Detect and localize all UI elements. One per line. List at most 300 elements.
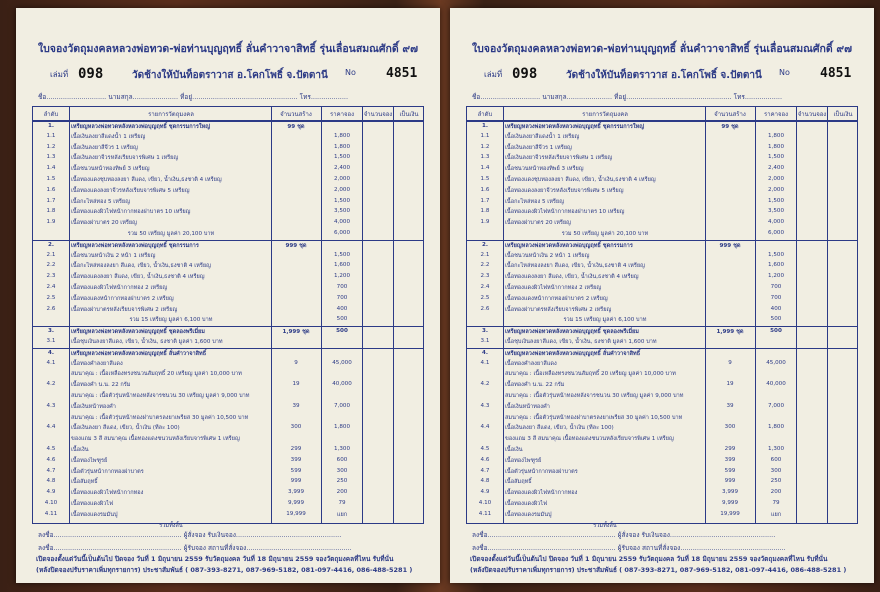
row-index: 4.4 (480, 424, 490, 431)
row-index: 2.1 (46, 251, 56, 258)
row-price: 300 (770, 467, 782, 474)
table-row (467, 240, 857, 252)
book-label: เล่มที่ (50, 70, 69, 79)
row-amount: 9 (728, 359, 732, 366)
row-item: เนื้อเงินลงยาสีจีวร 1 เหรียญ (71, 144, 138, 151)
row-index: 2.5 (480, 294, 490, 301)
row-total: รวมทั้งสิ้น (159, 522, 183, 529)
temple-name: วัดช้างให้บันท็อตราวาส อ.โคกโพธิ์ จ.ปัตตานี (566, 70, 762, 81)
table-row (467, 305, 857, 316)
serial-number: 4851 (820, 66, 852, 81)
table-row (33, 380, 423, 391)
row-item: เนื้อกะไหล่ทอง 5 เหรียญ (71, 198, 130, 205)
booking-form-left (16, 8, 440, 583)
order-table (32, 106, 424, 529)
table-row (467, 402, 857, 413)
table-row (33, 261, 423, 272)
table-row (467, 261, 857, 272)
row-item: เนื้อทองคำ น.น. 22 กรัม (71, 382, 131, 389)
table-row (33, 186, 423, 197)
row-index: 2. (481, 241, 489, 248)
customer-info-line: ชื่อ............................. นามสกุล...................... ที่อยู่................................................... โทร.................. (472, 93, 783, 101)
table-row (33, 445, 423, 456)
booking-note: เปิดจองตั้งแต่วันนี้เป็นต้นไป ปิดจอง วันที่ 1 มิถุนายน 2559 รับวัตถุมงคล วันที่ 18 มิถุนายน 2559 จองวัตถุมงคลที่ไหน รับที่นั่น (หลังปิดจองปรับราคาเพิ่มทุกรายการ) ประชาสัมพันธ์ ( 087-393-8271, 087-969-5182, 081-097-4416, 086-488-5281 ) (470, 555, 847, 574)
row-index: 4.7 (46, 467, 56, 474)
row-price: 2,000 (333, 186, 350, 193)
row-item: เนื้อทองแดงลงยาจีวรหลังเรียบจารพิเศษ 5 เหรียญ (505, 187, 624, 194)
row-item: เนื้อทองแดงลงยา สีแดง, เขียว, น้ำเงิน,ธงชาติ 4 เหรียญ (71, 274, 205, 281)
row-index: 4.11 (44, 510, 58, 517)
row-index: 1.9 (480, 219, 490, 226)
row-item: เนื้อเงินลงยาจีวรหลังเรียบจารพิเศษ 1 เหรียญ (71, 155, 179, 162)
row-item: เนื้อชนวนหน้าทองทิพย์ 3 เหรียญ (71, 166, 150, 173)
row-index: 2.3 (46, 273, 56, 280)
row-item: สมนาคุณ : เนื้อตัวรุ่นหน้าทองหลังจารชนวน 30 เหรียญ มูลค่า 9,000 บาท (71, 393, 250, 399)
row-price: 45,000 (332, 359, 352, 366)
row-index: 2.3 (480, 273, 490, 280)
row-total: รวม 15 เหรียญ มูลค่า 6,100 บาท (129, 317, 213, 324)
book-number: 098 (78, 66, 104, 82)
table-row (33, 423, 423, 434)
table-row (467, 488, 857, 499)
table-row (33, 413, 423, 424)
col-seq: ลำดับ (43, 111, 59, 118)
table-row (467, 337, 857, 348)
row-price: 500 (336, 316, 348, 323)
row-price: 40,000 (766, 381, 786, 388)
row-index: 1.4 (46, 165, 56, 172)
row-price: แยก (770, 511, 782, 518)
row-item: เนื้อทองแดงหน้ากากทองฝาบาตร 2 เหรียญ (71, 295, 174, 302)
col-qty: จำนวนจอง (363, 111, 393, 118)
table-row (467, 380, 857, 391)
row-item: เหรียญหลวงพ่อทวดหลังหลวงพ่อบุญฤทธิ์ ชุดกรรมการใหญ่ (71, 124, 211, 130)
row-amount: 1,999 ชุด (716, 329, 744, 336)
row-price: 1,500 (767, 197, 784, 204)
row-item: เนื้อเงินหน้าทองคำ (505, 403, 550, 410)
row-item: เนื้อทองฝาบาตร 20 เหรียญ (71, 220, 137, 227)
table-row (33, 510, 423, 521)
row-index: 1.2 (480, 143, 490, 150)
table-row (467, 423, 857, 434)
row-item: เนื้อเงินลงยา สีแดง, เขียว, น้ำเงิน (ทีละ 100) (505, 425, 614, 432)
col-money: เป็นเงิน (399, 111, 419, 118)
row-price: 1,800 (767, 143, 784, 150)
form-header-title: ใบจองวัตถุมงคลหลวงพ่อทวด-พ่อท่านบุญฤทธิ์ ลั่นคำวาจาสิทธิ์ รุ่นเลื่อนสมณศักดิ์ ๙๗ (38, 43, 418, 55)
table-row (33, 240, 423, 252)
table-row (467, 413, 857, 424)
row-index: 2.6 (46, 305, 56, 312)
form-header-title: ใบจองวัตถุมงคลหลวงพ่อทวด-พ่อท่านบุญฤทธิ์ ลั่นคำวาจาสิทธิ์ รุ่นเลื่อนสมณศักดิ์ ๙๗ (472, 43, 852, 55)
table-row (33, 294, 423, 305)
table-row (33, 348, 423, 360)
row-amount: 999 (290, 478, 302, 485)
table-row (33, 434, 423, 445)
row-item: เหรียญหลวงพ่อทวดหลังหลวงพ่อบุญฤทธิ์ ชุดลองพรีเมี่ยม (505, 329, 639, 336)
table-row (33, 315, 423, 326)
row-amount: 3,999 (287, 489, 304, 496)
row-index: 1.9 (46, 219, 56, 226)
row-price: 250 (336, 478, 348, 485)
book-number: 098 (512, 66, 538, 82)
row-item: เนื้อชนวนหน้าทองทิพย์ 3 เหรียญ (505, 166, 584, 173)
address-label: ที่อยู่ (180, 93, 193, 101)
table-row (33, 359, 423, 370)
row-index: 1.1 (480, 132, 490, 139)
row-amount: 299 (290, 446, 302, 452)
row-index: 4.4 (46, 424, 56, 431)
row-item: เนื้อชุบเงินลงยาสีแดง, เขียว, น้ำเงิน, ธงชาติ มูลค่า 1,600 บาท (71, 339, 223, 345)
receiver-signature: ลงชื่อ.............................................................. ผู้รับจอง สถานที่สั่งจอง................................................... (38, 544, 352, 552)
row-price: 1,800 (333, 132, 350, 139)
row-index: 4.6 (46, 456, 56, 463)
row-index: 1.4 (480, 165, 490, 172)
table-row (33, 337, 423, 348)
table-row (467, 272, 857, 283)
row-price: 600 (770, 456, 782, 463)
row-item: เนื้อทองฝาบาตร 20 เหรียญ (505, 220, 571, 227)
row-price: 500 (770, 328, 782, 335)
row-index: 1.5 (480, 176, 490, 182)
row-price: 3,500 (767, 208, 784, 215)
row-item: เนื้อทองแดงผิวไฟ (505, 501, 548, 507)
row-price: 40,000 (332, 381, 352, 388)
row-item: เนื้อกะไหล่ทอง 5 เหรียญ (505, 198, 564, 205)
row-price: 1,600 (767, 262, 784, 269)
row-amount: 9 (294, 359, 298, 366)
row-amount: 300 (290, 424, 302, 431)
row-price: 1,800 (333, 143, 350, 150)
row-index: 1.5 (46, 176, 56, 182)
row-price: 2,000 (767, 176, 784, 182)
row-price: 1,800 (333, 424, 350, 431)
row-index: 1.7 (480, 197, 490, 204)
table-row (33, 207, 423, 218)
row-price: 4,000 (767, 219, 784, 226)
row-price: 700 (336, 284, 348, 290)
row-index: 1.3 (46, 154, 56, 161)
surname-label: นามสกุล (542, 93, 567, 101)
row-index: 4.3 (480, 402, 490, 409)
row-item: เนื้อชนวนหน้าเงิน 2 หน้า 1 เหรียญ (71, 252, 156, 259)
table-row (467, 434, 857, 445)
row-item: เนื้อทองแดงรมมันปู (505, 511, 552, 518)
row-item: เนื้อทองแดงหน้ากากทองฝาบาตร 2 เหรียญ (505, 295, 608, 302)
row-item: เนื้อทองแดงผิวไฟหน้ากากทองฝาบาตร 10 เหรียญ (71, 209, 191, 216)
row-index: 4.9 (46, 489, 56, 496)
row-index: 1.6 (46, 186, 56, 193)
booking-note: เปิดจองตั้งแต่วันนี้เป็นต้นไป ปิดจอง วันที่ 1 มิถุนายน 2559 รับวัตถุมงคล วันที่ 18 มิถุนายน 2559 จองวัตถุมงคลที่ไหน รับที่นั่น (หลังปิดจองปรับราคาเพิ่มทุกรายการ) ประชาสัมพันธ์ ( 087-393-8271, 087-969-5182, 081-097-4416, 086-488-5281 ) (36, 555, 413, 574)
row-item: เนื้อทองไพฑูรย์ (71, 457, 108, 464)
table-row (467, 499, 857, 510)
receiver-signature: ลงชื่อ.............................................................. ผู้รับจอง สถานที่สั่งจอง................................................... (472, 544, 786, 552)
row-price: 1,500 (333, 154, 350, 161)
row-item: สมนาคุณ : เนื้อตัวรุ่นหน้าทองหลังจารชนวน 30 เหรียญ มูลค่า 9,000 บาท (505, 393, 684, 399)
row-item: เนื้อตัวรุ่นหน้ากากทองฝาบาตร (505, 468, 578, 475)
table-row (467, 294, 857, 305)
row-index: 4.6 (480, 456, 490, 463)
row-index: 2.2 (480, 262, 490, 269)
row-index: 1. (481, 123, 489, 129)
row-index: 2.4 (46, 284, 56, 290)
row-index: 4.7 (480, 467, 490, 474)
row-amount: 19,999 (720, 510, 740, 517)
row-item: เนื้อเงินลงยาสีแดงน้ำ 1 เหรียญ (505, 133, 580, 140)
number-label: No (345, 68, 356, 77)
row-item: เนื้อเงินลงยาสีจีวร 1 เหรียญ (505, 144, 572, 151)
row-amount: 300 (724, 424, 736, 431)
row-amount: 999 (724, 478, 736, 485)
table-row (467, 467, 857, 478)
row-index: 4.1 (46, 359, 56, 366)
row-price: 200 (770, 489, 782, 496)
row-item: เหรียญหลวงพ่อทวดหลังหลวงพ่อบุญฤทธิ์ ชุดกรรมการ (71, 242, 199, 249)
table-row (33, 218, 423, 229)
row-item: ของแถม 3 สี สมนาคุณ เนื้อทองแดงชนวนหลังเรียบจารพิเศษ 1 เหรียญ (505, 436, 674, 443)
row-price: 700 (770, 284, 782, 290)
row-index: 4.5 (480, 446, 490, 452)
table-row (467, 477, 857, 488)
row-price: 1,800 (767, 424, 784, 431)
row-amount: 399 (724, 456, 736, 463)
address-label: ที่อยู่ (614, 93, 627, 101)
serial-number: 4851 (386, 66, 418, 81)
row-item: เนื้อเงินลงยา สีแดง, เขียว, น้ำเงิน (ทีละ 100) (71, 425, 180, 432)
book-label: เล่มที่ (484, 70, 503, 79)
row-price: 4,000 (333, 219, 350, 226)
row-item: เนื้อทองแดงผิวไฟหน้ากากทอง 2 เหรียญ (71, 285, 168, 291)
col-items: รายการวัตถุมงคล (582, 111, 628, 118)
row-index: 1. (47, 123, 55, 129)
row-item: เนื้อชุบเงินลงยาสีแดง, เขียว, น้ำเงิน, ธงชาติ มูลค่า 1,600 บาท (505, 339, 657, 345)
table-row (33, 229, 423, 240)
row-price: 2,000 (767, 186, 784, 193)
table-row (467, 132, 857, 143)
row-price: 700 (770, 294, 782, 301)
booking-form-right (450, 8, 874, 583)
row-item: เนื้อสัมฤทธิ์ (71, 479, 98, 486)
row-index: 1.7 (46, 197, 56, 204)
row-price: 45,000 (766, 359, 786, 366)
row-total: รวมทั้งสิ้น (593, 522, 617, 529)
row-amount: 3,999 (721, 489, 738, 496)
col-amount: จำนวนสร้าง (714, 111, 746, 118)
row-item: เหรียญหลวงพ่อทวดหลังหลวงพ่อบุญฤทธิ์ ลั่นคำวาจาสิทธิ์ (505, 350, 641, 357)
table-row (467, 369, 857, 380)
row-price: 1,600 (333, 262, 350, 269)
table-row (467, 164, 857, 175)
table-row (467, 359, 857, 370)
name-label: ชื่อ (472, 93, 481, 101)
row-index: 4.2 (480, 381, 490, 388)
number-label: No (779, 68, 790, 77)
table-row (467, 510, 857, 521)
row-amount: 19 (292, 381, 300, 388)
row-index: 4.10 (44, 500, 58, 506)
row-price: 700 (336, 294, 348, 301)
row-amount: 99 ชุด (287, 124, 305, 130)
row-item: เนื้อทองแดงผิวไฟหน้ากากทอง (71, 490, 144, 497)
row-index: 2.1 (480, 251, 490, 258)
row-price: 500 (336, 328, 348, 335)
table-row (33, 143, 423, 154)
row-index: 4.9 (480, 489, 490, 496)
row-item: เนื้อทองคำลงยาสีแดง (505, 360, 557, 367)
col-money: เป็นเงิน (833, 111, 853, 118)
row-item: เนื้อทองแดงผิวไฟ (71, 501, 114, 507)
col-amount: จำนวนสร้าง (280, 111, 312, 118)
row-item: สมนาคุณ : เนื้อตัวรุ่นหน้าทองฝาบาตรลงยาเพรียส 30 มูลค่า 10,500 บาท (71, 414, 249, 421)
table-row (467, 251, 857, 262)
row-price: 1,500 (767, 154, 784, 161)
row-item: เนื้อเงิน (71, 447, 89, 453)
table-row (33, 499, 423, 510)
booker-signature: ลงชื่อ.............................................................. ผู้สั่งจอง รับเงินจอง................................................... (472, 531, 776, 539)
row-index: 4.2 (46, 381, 56, 388)
row-amount: 99 ชุด (721, 124, 739, 130)
temple-name: วัดช้างให้บันท็อตราวาส อ.โคกโพธิ์ จ.ปัตตานี (132, 70, 328, 81)
table-row (467, 143, 857, 154)
row-index: 4. (47, 349, 55, 356)
row-item: เนื้อทองแดงชุบทองลงยา สีแดง, เขียว, น้ำเงิน,ธงชาติ 4 เหรียญ (505, 177, 656, 183)
row-price: 250 (770, 478, 782, 485)
row-item: เนื้อทองฝาบาตรหลังเรียบจารพิเศษ 2 เหรียญ (505, 306, 612, 313)
row-amount: 599 (724, 467, 736, 474)
row-amount: 599 (290, 467, 302, 474)
row-index: 4.8 (46, 478, 56, 485)
row-index: 1.2 (46, 143, 56, 150)
row-price: 600 (336, 456, 348, 463)
row-index: 1.6 (480, 186, 490, 193)
table-row (33, 456, 423, 467)
table-row (467, 153, 857, 164)
row-item: สมนาคุณ : เนื้อเหลืองทรงชนวนสัมฤทธิ์ 20 เหรียญ มูลค่า 10,000 บาท (71, 371, 242, 378)
row-price: 1,300 (333, 446, 350, 452)
row-price: 1,500 (333, 197, 350, 204)
row-index: 1.8 (480, 208, 490, 215)
row-index: 2.4 (480, 284, 490, 290)
row-price: 1,200 (767, 273, 784, 280)
table-header (467, 107, 857, 121)
row-index: 3. (47, 328, 55, 335)
table-row (33, 467, 423, 478)
name-label: ชื่อ (38, 93, 47, 101)
table-row (33, 369, 423, 380)
table-row (467, 315, 857, 326)
customer-info-line: ชื่อ............................. นามสกุล...................... ที่อยู่................................................... โทร.................. (38, 93, 349, 101)
col-price: ราคาจอง (763, 111, 789, 118)
row-price: 1,800 (767, 132, 784, 139)
table-row (33, 477, 423, 488)
row-price: 400 (770, 305, 782, 312)
row-index: 4.10 (478, 500, 492, 506)
row-item: เนื้อกะไหล่ทองลงยา สีแดง, เขียว, น้ำเงิน,ธงชาติ 4 เหรียญ (71, 263, 211, 270)
row-item: เนื้อตัวรุ่นหน้ากากทองฝาบาตร (71, 468, 144, 475)
row-item: เนื้อทองแดงลงยาจีวรหลังเรียบจารพิเศษ 5 เหรียญ (71, 187, 190, 194)
row-item: เนื้อทองแดงรมมันปู (71, 511, 118, 518)
row-price: 500 (770, 316, 782, 323)
phone-label: โทร (733, 93, 745, 101)
row-item: เนื้อเงินลงยาสีแดงน้ำ 1 เหรียญ (71, 133, 146, 140)
row-price: 200 (336, 489, 348, 496)
row-index: 3.1 (480, 338, 490, 344)
row-price: 7,000 (333, 402, 350, 409)
table-row (467, 121, 857, 133)
table-row (33, 272, 423, 283)
row-amount: 1,999 ชุด (282, 329, 310, 336)
table-row (33, 326, 423, 338)
row-price: 79 (338, 500, 346, 506)
row-index: 4.5 (46, 446, 56, 452)
row-price: แยก (336, 511, 348, 518)
row-amount: 19,999 (286, 510, 306, 517)
row-price: 79 (772, 500, 780, 506)
row-price: 1,500 (333, 251, 350, 258)
row-item: เนื้อทองแดงผิวไฟหน้ากากทอง (505, 490, 578, 497)
col-seq: ลำดับ (477, 111, 493, 118)
table-row (33, 121, 423, 133)
row-item: เนื้อทองคำลงยาสีแดง (71, 360, 123, 367)
row-price: 2,400 (767, 165, 784, 172)
table-row (467, 175, 857, 186)
table-row (33, 153, 423, 164)
row-amount: 999 ชุด (719, 242, 741, 249)
table-row (33, 283, 423, 294)
row-item: เนื้อทองแดงผิวไฟหน้ากากทองฝาบาตร 10 เหรียญ (505, 209, 625, 216)
row-index: 1.1 (46, 132, 56, 139)
row-index: 3.1 (46, 338, 56, 344)
row-index: 2.2 (46, 262, 56, 269)
row-index: 4.3 (46, 402, 56, 409)
row-price: 2,400 (333, 165, 350, 172)
table-row (33, 391, 423, 402)
row-index: 1.8 (46, 208, 56, 215)
col-qty: จำนวนจอง (797, 111, 827, 118)
row-amount: 19 (726, 381, 734, 388)
row-item: เนื้อทองฝาบาตรหลังเรียบจารพิเศษ 2 เหรียญ (71, 306, 178, 313)
table-header (33, 107, 423, 121)
row-price: 7,000 (767, 402, 784, 409)
table-row (467, 348, 857, 360)
row-item: เนื้อเงินหน้าทองคำ (71, 403, 116, 410)
table-row (467, 207, 857, 218)
table-row (33, 251, 423, 262)
row-index: 1.3 (480, 154, 490, 161)
row-item: เนื้อเงิน (505, 447, 523, 453)
row-item: เนื้อชนวนหน้าเงิน 2 หน้า 1 เหรียญ (505, 252, 590, 259)
row-index: 2. (47, 241, 55, 248)
row-price: 2,000 (333, 176, 350, 182)
row-index: 2.6 (480, 305, 490, 312)
row-amount: 39 (726, 402, 734, 409)
row-amount: 39 (292, 402, 300, 409)
row-price: 6,000 (767, 230, 784, 236)
row-index: 4.11 (478, 510, 492, 517)
table-row (467, 283, 857, 294)
row-price: 1,500 (767, 251, 784, 258)
table-row (467, 186, 857, 197)
row-item: สมนาคุณ : เนื้อตัวรุ่นหน้าทองฝาบาตรลงยาเพรียส 30 มูลค่า 10,500 บาท (505, 414, 683, 421)
table-row (467, 229, 857, 240)
row-amount: 999 ชุด (285, 242, 307, 249)
row-price: 1,300 (767, 446, 784, 452)
table-row (467, 326, 857, 338)
table-row (33, 488, 423, 499)
table-row (467, 456, 857, 467)
row-item: เนื้อทองแดงผิวไฟหน้ากากทอง 2 เหรียญ (505, 285, 602, 291)
table-row (33, 402, 423, 413)
row-item: เนื้อทองไพฑูรย์ (505, 457, 542, 464)
